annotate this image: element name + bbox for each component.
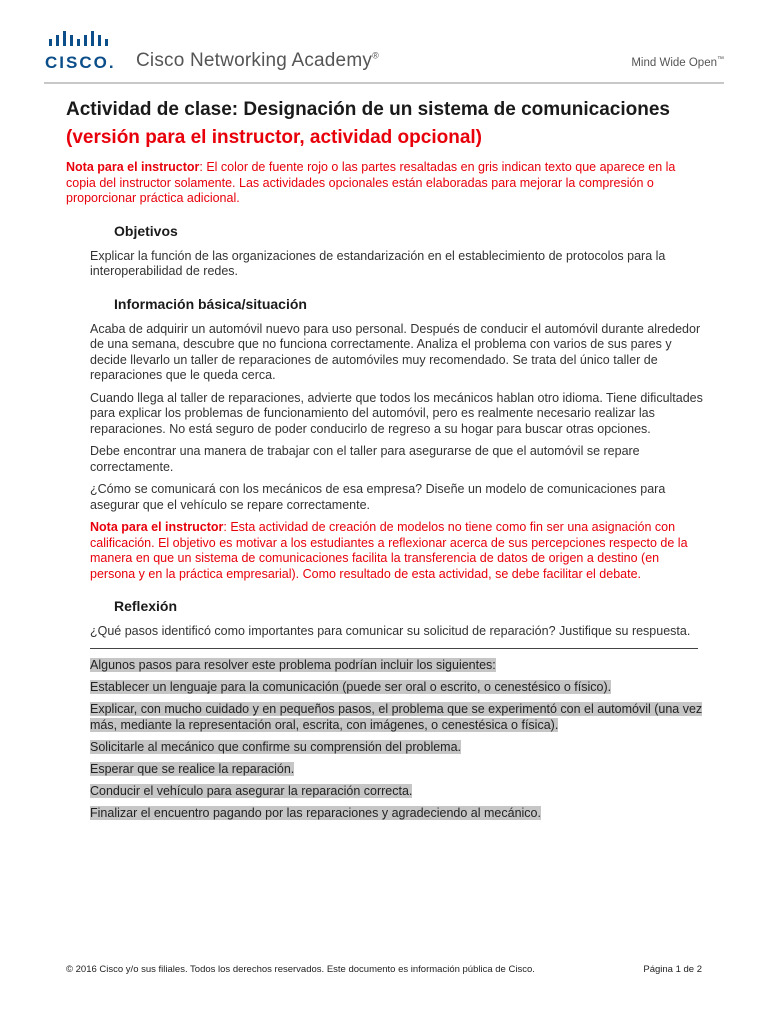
cisco-wordmark: CISCO. (45, 53, 116, 72)
answer-item: Establecer un lenguaje para la comunicación (puede ser oral o escrito, o cenestésico o físico). (90, 679, 612, 694)
background-paragraph: Cuando llega al taller de reparaciones, advierte que todos los mecánicos hablan otro idioma. Tiene dificultades para explicar los problemas de funcionamiento del automóvil, pero es realmente necesario realizar las reparaciones. No está seguro de poder conducirlo de regreso a su hogar para buscar otras opciones. (90, 390, 703, 436)
header-divider (44, 82, 724, 84)
instructor-note-activity: Nota para el instructor: Esta actividad de creación de modelos no tiene como fin ser una asignación con calificación. El objetivo es motivar a los estudiantes a reflexionar acerca de sus percepciones respecto de la manera en que un sistema de comunicaciones facilita la transferencia de datos de origen a destino (en persona y en la práctica empresarial). Como resultado de esta actividad, se debe facilitar el debate. (90, 520, 688, 581)
background-paragraph: Acaba de adquirir un automóvil nuevo para uso personal. Después de conducir el automóvil durante alrededor de una semana, descubre que no funciona correctamente. Analiza el problema con varios de sus pares y decide llevarlo un taller de reparaciones de automóviles muy recomendado. Se trata del único taller de reparaciones que le queda cerca. (90, 321, 701, 382)
page-footer (66, 964, 702, 975)
instructor-note-top: Nota para el instructor: El color de fuente rojo o las partes resaltadas en gris indican texto que aparece en la copia del instructor solamente. Las actividades opcionales están elaboradas para mejorar la compresión o proporcionar práctica adicional. (66, 160, 676, 205)
objectives-heading: Objetivos (114, 222, 178, 239)
objectives-text: Explicar la función de las organizaciones de estandarización en el establecimiento de protocolos para la interoperabilidad de redes. (90, 248, 666, 278)
answer-line (90, 648, 698, 649)
background-heading: Información básica/situación (114, 295, 307, 312)
page-header (0, 0, 768, 90)
answer-item: Algunos pasos para resolver este problema podrían incluir los siguientes: (90, 657, 496, 672)
cisco-bridge-bars-icon (49, 30, 113, 50)
answer-item: Esperar que se realice la reparación. (90, 761, 295, 776)
reflection-question: ¿Qué pasos identificó como importantes para comunicar su solicitud de reparación? Justifique su respuesta. (90, 624, 691, 638)
academy-title: Cisco Networking Academy® (136, 50, 379, 71)
document-body (66, 96, 706, 827)
page-number: Página 1 de 2 (643, 964, 702, 975)
answer-item: Solicitarle al mecánico que confirme su comprensión del problema. (90, 739, 462, 754)
document-title: Actividad de clase: Designación de un sistema de comunicaciones (versión para el instructor, actividad opcional) (66, 99, 670, 148)
background-paragraph: ¿Cómo se comunicará con los mecánicos de esa empresa? Diseñe un modelo de comunicaciones para asegurar que el vehículo se repare correctamente. (90, 482, 666, 512)
background-paragraph: Debe encontrar una manera de trabajar con el taller para asegurarse de que el automóvil se repare correctamente. (90, 444, 640, 474)
tagline: Mind Wide Open™ (631, 56, 724, 69)
copyright-text: © 2016 Cisco y/o sus filiales. Todos los derechos reservados. Este documento es información pública de Cisco. (66, 964, 535, 975)
answer-item: Finalizar el encuentro pagando por las reparaciones y agradeciendo al mecánico. (90, 805, 541, 820)
answer-item: Explicar, con mucho cuidado y en pequeños pasos, el problema que se experimentó con el automóvil (una vez más, mediante la representación oral, escrita, con imágenes, o cenestésica o física). (90, 701, 703, 732)
reflection-heading: Reflexión (114, 598, 178, 614)
title-optional-note: (versión para el instructor, actividad opcional) (66, 127, 482, 148)
cisco-logo (44, 30, 118, 70)
answer-item: Conducir el vehículo para asegurar la reparación correcta. (90, 783, 413, 798)
